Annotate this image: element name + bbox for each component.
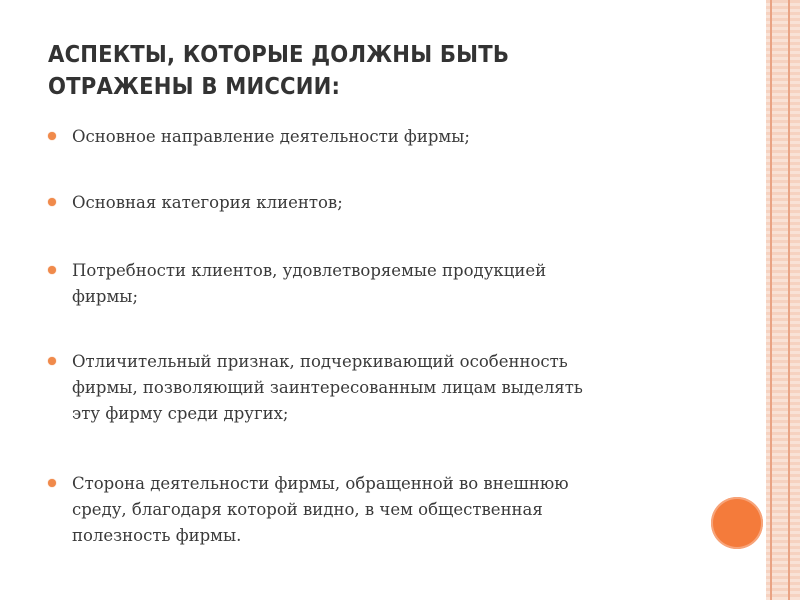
slide-title: АСПЕКТЫ, КОТОРЫЕ ДОЛЖНЫ БЫТЬ ОТРАЖЕНЫ В МИССИИ: <box>48 40 510 100</box>
bullet-text: Сторона деятельности фирмы, обращенной во внешнюю среду, благодаря которой видно, в чем общественная полезность фирмы. <box>72 474 569 545</box>
bullet-text: Отличительный признак, подчеркивающий особенность фирмы, позволяющий заинтересованным лицам выделять эту фирму среди других; <box>72 352 583 423</box>
bullet-item <box>48 471 728 549</box>
decorative-side-line-left <box>770 0 772 600</box>
bullet-text: Основная категория клиентов; <box>72 193 343 212</box>
bullet-text: Потребности клиентов, удовлетворяемые продукцией фирмы; <box>72 261 547 306</box>
bullet-dot-icon <box>48 357 56 365</box>
bullet-dot-icon <box>48 266 56 274</box>
bullet-dot-icon <box>48 198 56 206</box>
bullet-text: Основное направление деятельности фирмы; <box>72 127 470 146</box>
bullet-dot-icon <box>48 479 56 487</box>
bullet-dot-icon <box>48 132 56 140</box>
bullet-item <box>48 124 728 150</box>
decorative-side-line-right <box>788 0 790 600</box>
bullet-item <box>48 349 728 427</box>
bullet-item <box>48 258 728 310</box>
bullet-item <box>48 190 728 216</box>
